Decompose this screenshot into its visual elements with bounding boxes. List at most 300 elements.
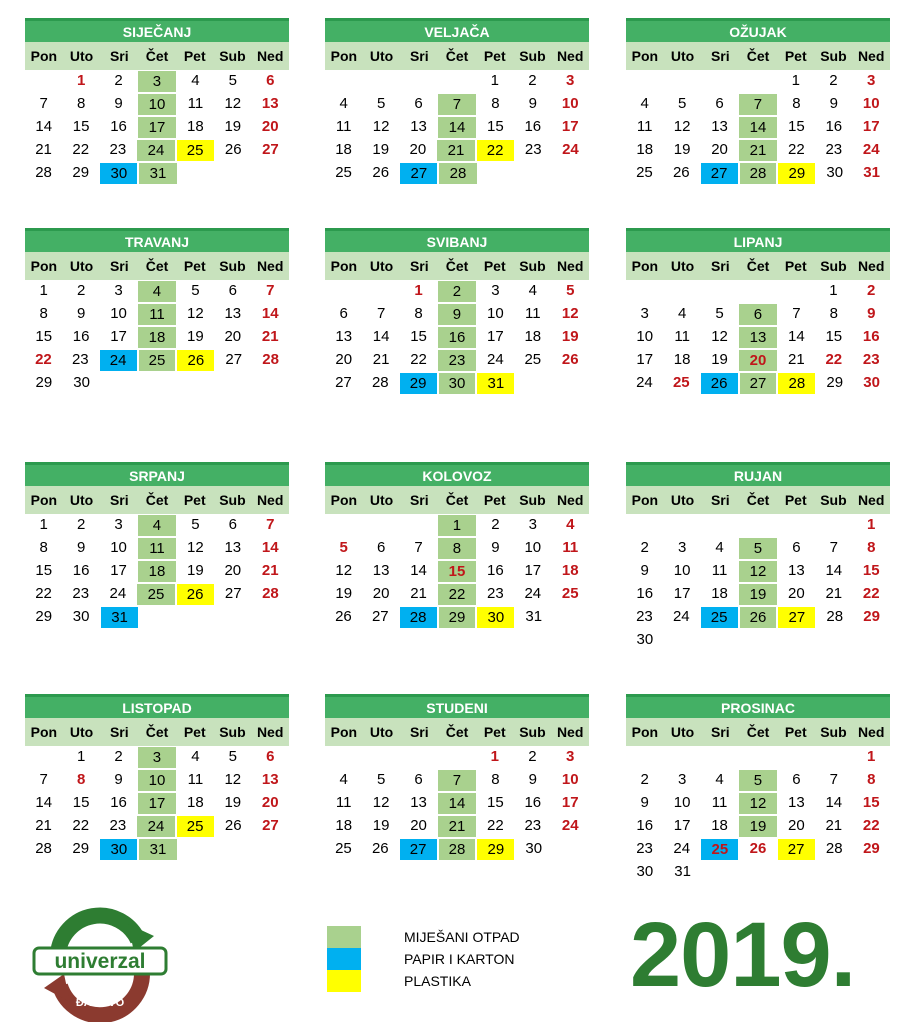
day-cell: 28 — [825, 840, 843, 857]
week-row — [25, 162, 289, 185]
day-cell: 13 — [788, 794, 805, 811]
day-cell: 14 — [261, 539, 279, 556]
legend-swatch-blue — [327, 948, 361, 970]
day-cell: 13 — [788, 562, 805, 579]
day-cell: 8 — [76, 95, 86, 112]
day-cell: 5 — [228, 748, 237, 765]
day-cell: 27 — [739, 372, 778, 395]
empty-cell — [552, 162, 589, 185]
day-cell: 29 — [35, 608, 53, 625]
day-cell: 15 — [35, 328, 53, 345]
weekday-label: Ned — [857, 724, 885, 740]
week-row — [325, 349, 589, 372]
empty-cell — [25, 746, 62, 769]
day-cell: 4 — [528, 282, 537, 299]
empty-cell — [552, 606, 589, 629]
day-cell: 26 — [739, 606, 778, 629]
day-cell: 3 — [114, 282, 123, 299]
day-cell: 28 — [35, 840, 52, 857]
day-cell: 29 — [438, 606, 477, 629]
day-cell: 2 — [114, 748, 123, 765]
day-cell: 22 — [862, 585, 880, 602]
day-cell: 17 — [673, 817, 691, 834]
weekday-header — [325, 252, 589, 280]
day-cell: 25 — [524, 351, 542, 368]
day-cell: 19 — [738, 583, 777, 606]
day-cell: 15 — [862, 794, 880, 811]
week-row — [626, 537, 890, 560]
legend-swatch-yellow — [327, 970, 361, 992]
week-row — [626, 838, 890, 861]
day-cell: 14 — [738, 116, 777, 139]
day-cell: 28 — [262, 351, 279, 368]
day-cell: 8 — [39, 539, 48, 556]
day-cell: 25 — [335, 164, 352, 181]
day-cell: 20 — [738, 349, 777, 372]
empty-cell — [139, 606, 176, 629]
day-cell: 11 — [137, 537, 176, 560]
day-cell: 26 — [672, 164, 690, 181]
week-row — [325, 746, 589, 769]
day-cell: 1 — [829, 282, 838, 299]
day-cell: 18 — [137, 560, 176, 583]
day-cell: 5 — [715, 305, 724, 322]
day-cell: 11 — [674, 328, 690, 345]
day-cell: 6 — [738, 303, 777, 326]
day-cell: 30 — [73, 374, 90, 391]
day-cell: 4 — [137, 514, 176, 537]
univerzal-logo — [30, 902, 170, 1022]
month-title: PROSINAC — [626, 694, 890, 718]
week-row — [25, 372, 289, 395]
day-cell: 24 — [672, 608, 690, 625]
weekday-label: Sri — [109, 48, 129, 64]
month-block — [325, 694, 589, 861]
day-cell: 14 — [825, 562, 843, 579]
empty-cell — [362, 280, 399, 303]
day-cell: 21 — [436, 139, 475, 162]
day-cell: 30 — [476, 606, 515, 629]
weekday-label: Čet — [746, 48, 770, 64]
week-row — [25, 116, 289, 139]
week-row — [325, 583, 589, 606]
day-cell: 22 — [72, 817, 90, 834]
day-cell: 9 — [114, 95, 123, 112]
day-cell: 15 — [825, 328, 843, 345]
day-cell: 4 — [191, 72, 200, 89]
week-row — [25, 792, 289, 815]
day-cell: 19 — [738, 815, 777, 838]
week-row — [626, 629, 890, 652]
day-cell: 22 — [35, 351, 52, 368]
week-row — [626, 514, 890, 537]
day-cell: 24 — [562, 141, 579, 158]
day-cell: 1 — [414, 282, 423, 299]
day-cell: 30 — [863, 374, 880, 391]
weekday-label: Sri — [109, 492, 129, 508]
day-cell: 21 — [35, 817, 52, 834]
day-cell: 11 — [187, 95, 204, 112]
day-cell: 8 — [867, 539, 876, 556]
empty-cell — [664, 629, 702, 652]
day-cell: 27 — [262, 141, 279, 158]
empty-cell — [777, 629, 815, 652]
day-cell: 13 — [224, 539, 242, 556]
day-cell: 10 — [636, 328, 654, 345]
day-cell: 5 — [566, 282, 575, 299]
empty-cell — [777, 861, 815, 884]
weekday-label: Pet — [183, 724, 206, 740]
day-cell: 3 — [677, 539, 687, 556]
weekday-label: Ned — [556, 492, 584, 508]
day-cell: 17 — [561, 118, 579, 135]
empty-cell — [515, 162, 552, 185]
day-cell: 2 — [867, 282, 876, 299]
day-cell: 16 — [862, 328, 880, 345]
week-row — [325, 537, 589, 560]
day-cell: 6 — [414, 771, 423, 788]
weekday-label: Pet — [183, 258, 206, 274]
day-cell: 12 — [335, 562, 353, 579]
day-cell: 20 — [224, 562, 242, 579]
month-block — [25, 18, 289, 185]
week-row — [25, 514, 289, 537]
day-cell: 13 — [410, 794, 427, 811]
empty-cell — [252, 162, 289, 185]
day-cell: 1 — [490, 72, 499, 89]
day-cell: 27 — [225, 351, 243, 368]
day-cell: 27 — [335, 374, 352, 391]
day-cell: 6 — [228, 516, 237, 533]
day-cell: 22 — [437, 583, 476, 606]
weekday-label: Pet — [784, 48, 807, 64]
weekday-label: Sub — [219, 258, 246, 274]
day-cell: 3 — [491, 282, 500, 299]
day-cell: 20 — [410, 817, 427, 834]
day-cell: 28 — [438, 838, 477, 861]
day-cell: 16 — [72, 328, 90, 345]
day-cell: 20 — [372, 585, 390, 602]
week-row — [626, 792, 890, 815]
day-cell: 28 — [739, 162, 778, 185]
day-cell: 18 — [335, 141, 352, 158]
day-cell: 12 — [187, 305, 204, 322]
day-cell: 5 — [738, 537, 777, 560]
day-cell: 18 — [561, 562, 579, 579]
weekday-label: Uto — [670, 492, 695, 508]
empty-cell — [777, 746, 815, 769]
weekday-label: Sri — [109, 724, 129, 740]
day-cell: 12 — [224, 771, 242, 788]
month-block — [626, 228, 890, 395]
weekday-label: Pet — [483, 724, 506, 740]
day-cell: 14 — [437, 116, 476, 139]
empty-cell — [363, 70, 401, 93]
day-cell: 3 — [137, 746, 176, 769]
day-cell: 16 — [524, 794, 542, 811]
week-row — [626, 560, 890, 583]
day-cell: 13 — [410, 118, 427, 135]
day-cell: 21 — [372, 351, 390, 368]
weekday-label: Čet — [445, 48, 469, 64]
weekday-label: Pon — [631, 48, 659, 64]
day-cell: 14 — [437, 792, 476, 815]
day-cell: 25 — [700, 606, 739, 629]
week-row — [626, 93, 890, 116]
day-cell: 3 — [640, 305, 649, 322]
weekday-label: Uto — [69, 48, 94, 64]
empty-cell — [701, 746, 739, 769]
day-cell: 16 — [487, 562, 504, 579]
day-cell: 23 — [825, 141, 843, 158]
week-row — [25, 583, 289, 606]
month-title: TRAVANJ — [25, 228, 289, 252]
empty-cell — [852, 861, 890, 884]
day-cell: 16 — [524, 118, 542, 135]
weekday-label: Pon — [30, 724, 58, 740]
weekday-label: Sub — [519, 48, 546, 64]
day-cell: 29 — [826, 374, 844, 391]
day-cell: 27 — [224, 585, 242, 602]
day-cell: 5 — [677, 95, 687, 112]
day-cell: 27 — [399, 162, 438, 185]
day-cell: 31 — [138, 162, 177, 185]
day-cell: 22 — [862, 817, 880, 834]
day-cell: 18 — [673, 351, 691, 368]
day-cell: 29 — [35, 374, 53, 391]
day-cell: 21 — [261, 562, 279, 579]
week-row — [626, 70, 890, 93]
weekday-label: Pon — [330, 492, 358, 508]
day-cell: 25 — [176, 139, 215, 162]
day-cell: 17 — [487, 328, 504, 345]
weekday-label: Uto — [369, 724, 394, 740]
day-cell: 11 — [335, 794, 352, 811]
day-cell: 22 — [788, 141, 805, 158]
weekday-label: Pet — [784, 258, 807, 274]
day-cell: 19 — [711, 351, 728, 368]
empty-cell — [214, 372, 252, 395]
day-cell: 12 — [738, 792, 777, 815]
day-cell: 10 — [487, 305, 504, 322]
day-cell: 21 — [738, 139, 777, 162]
week-row — [25, 537, 289, 560]
month-title: LISTOPAD — [25, 694, 289, 718]
day-cell: 29 — [777, 162, 816, 185]
day-cell: 30 — [525, 840, 543, 857]
day-cell: 25 — [700, 838, 739, 861]
day-cell: 30 — [636, 863, 654, 880]
empty-cell — [362, 514, 399, 537]
week-row — [325, 560, 589, 583]
day-cell: 6 — [266, 72, 275, 89]
day-cell: 6 — [792, 771, 801, 788]
week-row — [325, 372, 589, 395]
weekday-label: Sub — [219, 48, 246, 64]
day-cell: 13 — [738, 326, 777, 349]
day-cell: 31 — [100, 606, 139, 629]
empty-cell — [777, 280, 815, 303]
day-cell: 17 — [137, 792, 176, 815]
day-cell: 7 — [829, 539, 838, 556]
weekday-label: Sri — [109, 258, 129, 274]
day-cell: 7 — [266, 282, 275, 299]
day-cell: 25 — [561, 585, 579, 602]
day-cell: 26 — [371, 840, 389, 857]
day-cell: 10 — [673, 562, 691, 579]
day-cell: 4 — [137, 280, 176, 303]
day-cell: 2 — [76, 516, 86, 533]
day-cell: 2 — [528, 748, 537, 765]
month-block — [626, 462, 890, 652]
day-cell: 2 — [491, 516, 500, 533]
day-cell: 4 — [339, 95, 348, 112]
empty-cell — [815, 746, 853, 769]
weekday-label: Sri — [710, 492, 730, 508]
weekday-label: Pon — [631, 492, 659, 508]
weekday-header — [626, 252, 890, 280]
weekday-header — [25, 486, 289, 514]
day-cell: 3 — [528, 516, 537, 533]
day-cell: 10 — [110, 305, 127, 322]
day-cell: 6 — [266, 748, 275, 765]
weekday-label: Sri — [409, 48, 429, 64]
day-cell: 22 — [35, 585, 52, 602]
weekday-label: Uto — [670, 48, 695, 64]
day-cell: 18 — [711, 817, 728, 834]
month-title: OŽUJAK — [626, 18, 890, 42]
day-cell: 4 — [640, 95, 649, 112]
week-row — [325, 93, 589, 116]
day-cell: 14 — [35, 794, 53, 811]
day-cell: 13 — [335, 328, 353, 345]
day-cell: 21 — [437, 815, 476, 838]
weekday-label: Pon — [30, 492, 58, 508]
weekday-label: Čet — [145, 48, 169, 64]
weekday-label: Uto — [670, 258, 695, 274]
day-cell: 2 — [76, 282, 86, 299]
week-row — [25, 349, 289, 372]
day-cell: 15 — [487, 794, 504, 811]
weekday-header — [325, 42, 589, 70]
day-cell: 21 — [261, 328, 279, 345]
weekday-label: Sub — [219, 492, 246, 508]
week-row — [626, 303, 890, 326]
empty-cell — [138, 372, 176, 395]
day-cell: 10 — [110, 539, 127, 556]
day-cell: 12 — [561, 305, 579, 322]
day-cell: 16 — [110, 118, 127, 135]
weekday-label: Sub — [820, 258, 847, 274]
week-row — [25, 93, 289, 116]
day-cell: 8 — [491, 771, 500, 788]
day-cell: 21 — [788, 351, 805, 368]
day-cell: 26 — [561, 351, 579, 368]
weekday-label: Čet — [145, 724, 169, 740]
weekday-label: Uto — [369, 492, 394, 508]
weekday-label: Sub — [519, 258, 546, 274]
day-cell: 5 — [191, 282, 200, 299]
day-cell: 4 — [191, 748, 200, 765]
day-cell: 11 — [187, 771, 204, 788]
day-cell: 31 — [476, 372, 515, 395]
day-cell: 25 — [335, 840, 352, 857]
day-cell: 15 — [487, 118, 504, 135]
month-block — [25, 694, 289, 861]
week-row — [25, 815, 289, 838]
empty-cell — [251, 372, 289, 395]
day-cell: 11 — [711, 794, 728, 811]
day-cell: 26 — [224, 141, 242, 158]
weekday-label: Pet — [784, 492, 807, 508]
day-cell: 17 — [561, 794, 579, 811]
day-cell: 11 — [636, 118, 653, 135]
day-cell: 17 — [110, 328, 127, 345]
empty-cell — [325, 746, 363, 769]
day-cell: 7 — [266, 516, 275, 533]
week-row — [25, 326, 289, 349]
weekday-label: Pon — [30, 258, 58, 274]
day-cell: 24 — [136, 139, 175, 162]
day-cell: 18 — [711, 585, 728, 602]
day-cell: 19 — [673, 141, 691, 158]
empty-cell — [100, 372, 138, 395]
day-cell: 15 — [72, 118, 90, 135]
day-cell: 30 — [99, 162, 138, 185]
day-cell: 9 — [528, 771, 537, 788]
weekday-label: Ned — [556, 724, 584, 740]
weekday-label: Čet — [746, 258, 770, 274]
day-cell: 21 — [35, 141, 52, 158]
weekday-label: Uto — [69, 258, 94, 274]
day-cell: 1 — [867, 748, 876, 765]
month-title: STUDENI — [325, 694, 589, 718]
day-cell: 30 — [438, 372, 477, 395]
week-row — [325, 303, 589, 326]
day-cell: 7 — [829, 771, 838, 788]
day-cell: 6 — [792, 539, 801, 556]
day-cell: 8 — [829, 305, 838, 322]
day-cell: 28 — [399, 606, 438, 629]
day-cell: 16 — [636, 585, 654, 602]
day-cell: 27 — [777, 838, 816, 861]
weekday-label: Sub — [519, 492, 546, 508]
day-cell: 23 — [524, 817, 542, 834]
day-cell: 6 — [339, 305, 348, 322]
day-cell: 21 — [410, 585, 427, 602]
day-cell: 20 — [335, 351, 353, 368]
day-cell: 19 — [224, 118, 242, 135]
day-cell: 5 — [228, 72, 237, 89]
day-cell: 24 — [561, 817, 579, 834]
week-row — [325, 139, 589, 162]
weekday-label: Sub — [519, 724, 546, 740]
weekday-label: Sri — [710, 258, 730, 274]
day-cell: 20 — [224, 328, 242, 345]
day-cell: 28 — [777, 372, 816, 395]
day-cell: 19 — [372, 817, 390, 834]
weekday-label: Pon — [631, 258, 659, 274]
weekday-header — [626, 42, 890, 70]
empty-cell — [664, 746, 702, 769]
day-cell: 5 — [339, 539, 348, 556]
empty-cell — [215, 162, 252, 185]
weekday-label: Čet — [445, 492, 469, 508]
day-cell: 3 — [566, 748, 575, 765]
empty-cell — [400, 70, 438, 93]
day-cell: 13 — [224, 305, 242, 322]
empty-cell — [515, 372, 552, 395]
